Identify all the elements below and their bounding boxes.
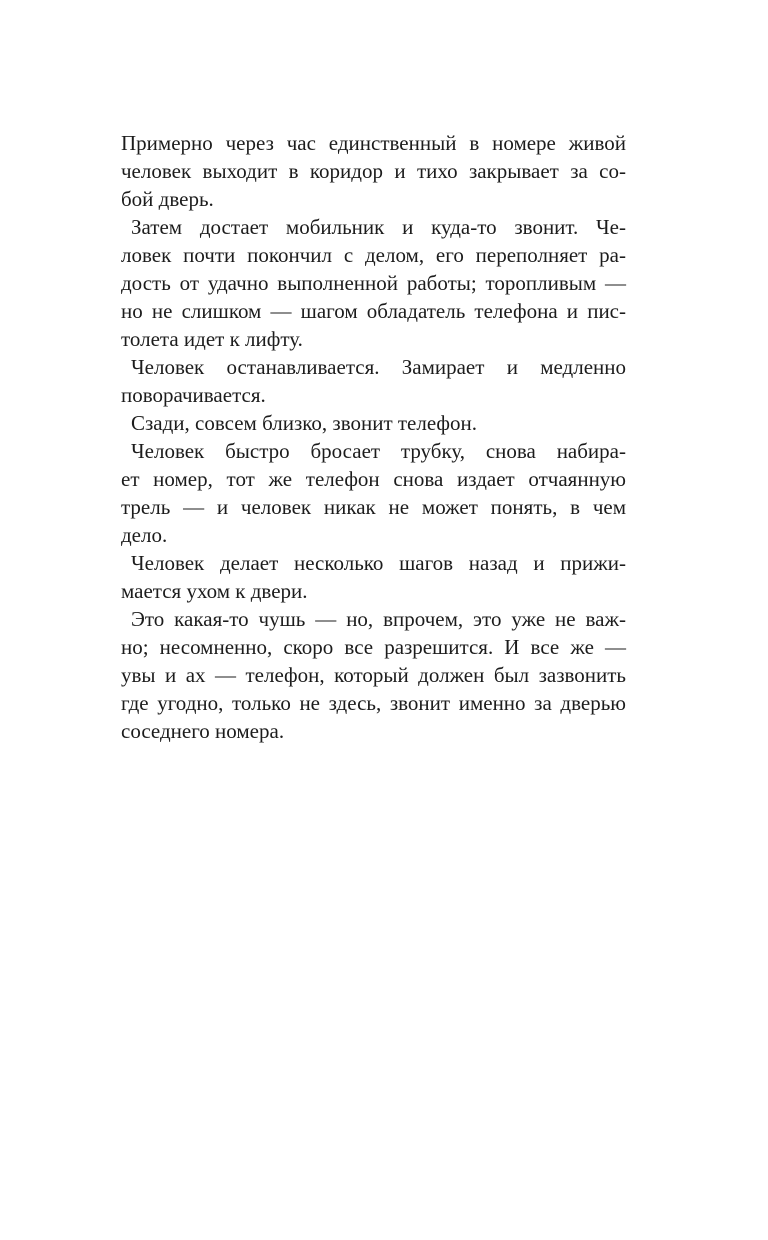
text-line: но не слишком — шагом обладатель телефона и пис- — [121, 299, 626, 323]
text-line: Человек быстро бросает трубку, снова набира- — [131, 439, 626, 463]
text-line: Человек делает несколько шагов назад и прижи- — [131, 551, 626, 575]
text-line: ловек почти покончил с делом, его переполняет ра- — [121, 243, 626, 267]
text-line: бой дверь. — [121, 187, 214, 211]
paragraph-6 — [121, 549, 626, 605]
text-line: Это какая-то чушь — но, впрочем, это уже не важ- — [131, 607, 626, 631]
text-line: Примерно через час единственный в номере живой — [121, 131, 626, 155]
text-line: трель — и человек никак не может понять, в чем — [121, 495, 626, 519]
body-text — [121, 129, 626, 745]
text-line: где угодно, только не здесь, звонит именно за дверью — [121, 691, 626, 715]
paragraph-2 — [121, 213, 626, 353]
text-line: Сзади, совсем близко, звонит телефон. — [131, 411, 478, 435]
text-line: дость от удачно выполненной работы; торопливым — — [121, 271, 626, 295]
text-line: увы и ах — телефон, который должен был зазвонить — [121, 663, 626, 687]
text-line: дело. — [121, 523, 168, 547]
paragraph-4 — [121, 409, 626, 437]
text-line: ет номер, тот же телефон снова издает отчаянную — [121, 467, 626, 491]
text-line: Человек останавливается. Замирает и медленно — [131, 355, 626, 379]
paragraph-1 — [121, 129, 626, 213]
paragraph-5 — [121, 437, 626, 549]
text-line: Затем достает мобильник и куда-то звонит. Че- — [131, 215, 626, 239]
text-line: человек выходит в коридор и тихо закрывает за со- — [121, 159, 626, 183]
text-line: соседнего номера. — [121, 719, 285, 743]
text-line: толета идет к лифту. — [121, 327, 303, 351]
text-line: поворачивается. — [121, 383, 266, 407]
text-line: мается ухом к двери. — [121, 579, 308, 603]
paragraph-3 — [121, 353, 626, 409]
text-line: но; несомненно, скоро все разрешится. И все же — — [121, 635, 626, 659]
paragraph-7 — [121, 605, 626, 745]
